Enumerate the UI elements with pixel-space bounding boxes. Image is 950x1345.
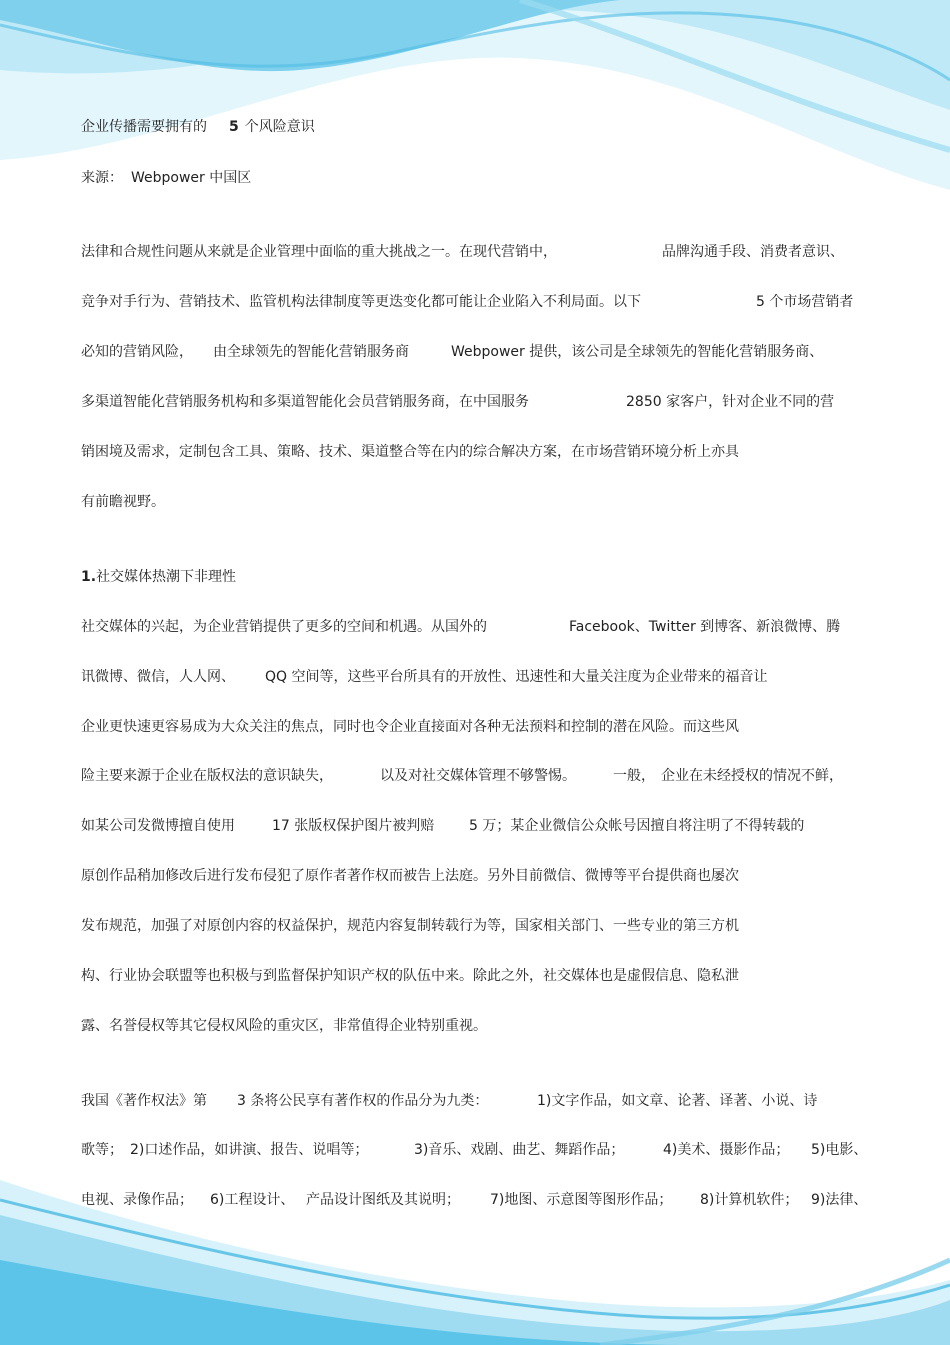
doc-source (81, 168, 251, 188)
text-segment: Webpower 提供，该公司是全球领先的智能化营销服务商、 (451, 344, 824, 360)
law-line-1 (81, 1091, 818, 1111)
intro-line-6 (81, 492, 165, 512)
intro-line-3 (81, 342, 824, 362)
source-label: 来源： (81, 170, 123, 186)
doc-title-text-2: 个风险意识 (244, 119, 315, 135)
text-segment: 8)计算机软件； (700, 1192, 799, 1208)
text-segment: QQ 空间等，这些平台所具有的开放性、迅速性和大量关注度为企业带来的福音让 (265, 669, 768, 685)
section-1-line-7 (81, 916, 739, 936)
section-1-line-4 (81, 766, 843, 786)
text-segment: 5 万；某企业微信公众帐号因擅自将注明了不得转载的 (469, 818, 805, 834)
text-segment: 电视、录像作品； (81, 1192, 193, 1208)
text-segment: 歌等； (81, 1142, 123, 1158)
text-segment: 原创作品稍加修改后进行发布侵犯了原作者著作权而被告上法庭。另外目前微信、微博等平台提供商也屡次 (81, 868, 739, 884)
doc-title-number: 5 (229, 119, 239, 135)
text-segment: Facebook、Twitter 到博客、新浪微博、腾 (569, 619, 841, 635)
text-segment: 险主要来源于企业在版权法的意识缺失， (81, 768, 333, 784)
text-segment: 以及对社交媒体管理不够警惕。 (380, 768, 576, 784)
text-segment: 5)电影、 (811, 1142, 868, 1158)
text-segment: 品牌沟通手段、消费者意识、 (662, 244, 844, 260)
doc-title (81, 117, 315, 137)
section-title: 社交媒体热潮下非理性 (96, 569, 237, 585)
text-segment: 9)法律、 (811, 1192, 868, 1208)
text-segment: 7)地图、示意图等图形作品； (490, 1192, 673, 1208)
text-segment: 法律和合规性问题从来就是企业管理中面临的重大挑战之一。在现代营销中， (81, 244, 557, 260)
text-segment: 企业更快速更容易成为大众关注的焦点，同时也令企业直接面对各种无法预料和控制的潜在风险。而这些风 (81, 719, 739, 735)
section-1-heading (81, 567, 236, 587)
text-segment: 讯微博、微信，人人网、 (81, 669, 235, 685)
section-1-line-6 (81, 866, 739, 886)
text-segment: 5 个市场营销者 (756, 294, 854, 310)
text-segment: 如某公司发微博擅自使用 (81, 818, 235, 834)
text-segment: 多渠道智能化营销服务机构和多渠道智能化会员营销服务商，在中国服务 (81, 394, 529, 410)
doc-title-text: 企业传播需要拥有的 (81, 119, 207, 135)
source-value: Webpower 中国区 (131, 170, 252, 186)
intro-line-4 (81, 392, 835, 412)
section-1-line-8 (81, 966, 739, 986)
text-segment: 3)音乐、戏剧、曲艺、舞蹈作品； (414, 1142, 625, 1158)
law-line-3 (81, 1190, 868, 1210)
section-1-line-1 (81, 617, 841, 637)
section-1-line-9 (81, 1016, 487, 1036)
section-1-line-3 (81, 717, 739, 737)
intro-line-5 (81, 442, 739, 462)
text-segment: 竞争对手行为、营销技术、监管机构法律制度等更迭变化都可能让企业陷入不利局面。以下 (81, 294, 641, 310)
text-segment: 发布规范，加强了对原创内容的权益保护，规范内容复制转载行为等，国家相关部门、一些专业的第三方机 (81, 918, 739, 934)
text-segment: 必知的营销风险， (81, 344, 193, 360)
text-segment: 一般， (613, 768, 655, 784)
text-segment: 17 张版权保护图片被判赔 (272, 818, 435, 834)
law-line-2 (81, 1140, 868, 1160)
intro-line-1 (81, 242, 844, 262)
text-segment: 有前瞻视野。 (81, 494, 165, 510)
intro-line-2 (81, 292, 854, 312)
section-1-line-2 (81, 667, 768, 687)
text-segment: 构、行业协会联盟等也积极与到监督保护知识产权的队伍中来。除此之外，社交媒体也是虚假信息、隐私泄 (81, 968, 739, 984)
text-segment: 销困境及需求，定制包含工具、策略、技术、渠道整合等在内的综合解决方案，在市场营销环境分析上亦具 (81, 444, 739, 460)
text-segment: 2850 家客户，针对企业不同的营 (626, 394, 835, 410)
text-segment: 2)口述作品，如讲演、报告、说唱等； (130, 1142, 369, 1158)
section-1-line-5 (81, 816, 805, 836)
text-segment: 产品设计图纸及其说明； (306, 1192, 460, 1208)
text-segment: 社交媒体的兴起，为企业营销提供了更多的空间和机遇。从国外的 (81, 619, 487, 635)
section-number: 1. (81, 569, 97, 585)
text-segment: 由全球领先的智能化营销服务商 (213, 344, 409, 360)
text-segment: 3 条将公民享有著作权的作品分为九类： (237, 1093, 489, 1109)
text-segment: 企业在未经授权的情况不鲜， (661, 768, 843, 784)
text-segment: 露、名誉侵权等其它侵权风险的重灾区，非常值得企业特别重视。 (81, 1018, 487, 1034)
text-segment: 我国《著作权法》第 (81, 1093, 207, 1109)
text-segment: 4)美术、摄影作品； (663, 1142, 790, 1158)
text-segment: 6)工程设计、 (210, 1192, 295, 1208)
text-segment: 1)文字作品，如文章、论著、译著、小说、诗 (537, 1093, 818, 1109)
